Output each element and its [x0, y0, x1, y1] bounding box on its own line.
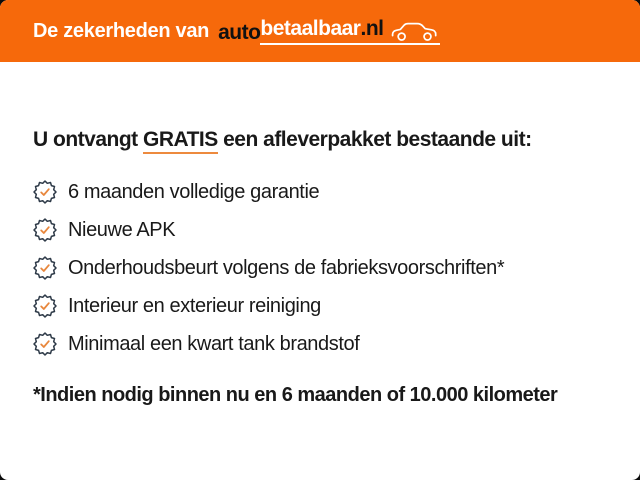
- list-item: [33, 294, 607, 318]
- list-item: [33, 256, 607, 280]
- badge-check-icon: [33, 256, 57, 280]
- list-item-label: Minimaal een kwart tank brandstof: [68, 332, 360, 355]
- list-item-label: Nieuwe APK: [68, 218, 176, 241]
- benefits-list: [33, 180, 607, 356]
- logo-underline: [260, 17, 440, 45]
- list-item: [33, 332, 607, 356]
- brand-logo: [218, 17, 440, 45]
- title-pre: U ontvangt: [33, 128, 143, 151]
- logo-part-betaalbaar: betaalbaar: [260, 17, 361, 40]
- header-text: De zekerheden van: [33, 19, 210, 42]
- badge-check-icon: [33, 180, 57, 204]
- title-post: een afleverpakket bestaande uit:: [217, 128, 532, 151]
- logo-part-nl: .nl: [360, 17, 384, 40]
- badge-check-icon: [33, 218, 57, 242]
- page-title: [33, 62, 607, 152]
- logo-part-auto: auto: [218, 21, 261, 44]
- badge-check-icon: [33, 332, 57, 356]
- badge-check-icon: [33, 294, 57, 318]
- list-item-label: Interieur en exterieur reiniging: [68, 294, 321, 317]
- list-item-label: 6 maanden volledige garantie: [68, 180, 320, 203]
- footnote: *Indien nodig binnen nu en 6 maanden of 10.000 kilometer: [33, 384, 558, 406]
- car-outline-icon: [390, 19, 440, 42]
- list-item: [33, 180, 607, 204]
- content-area: [0, 62, 640, 407]
- list-item: [33, 218, 607, 242]
- title-highlight-gratis: GRATIS: [143, 128, 218, 154]
- header-bar: [0, 0, 640, 62]
- list-item-label: Onderhoudsbeurt volgens de fabrieksvoorschriften*: [68, 256, 505, 279]
